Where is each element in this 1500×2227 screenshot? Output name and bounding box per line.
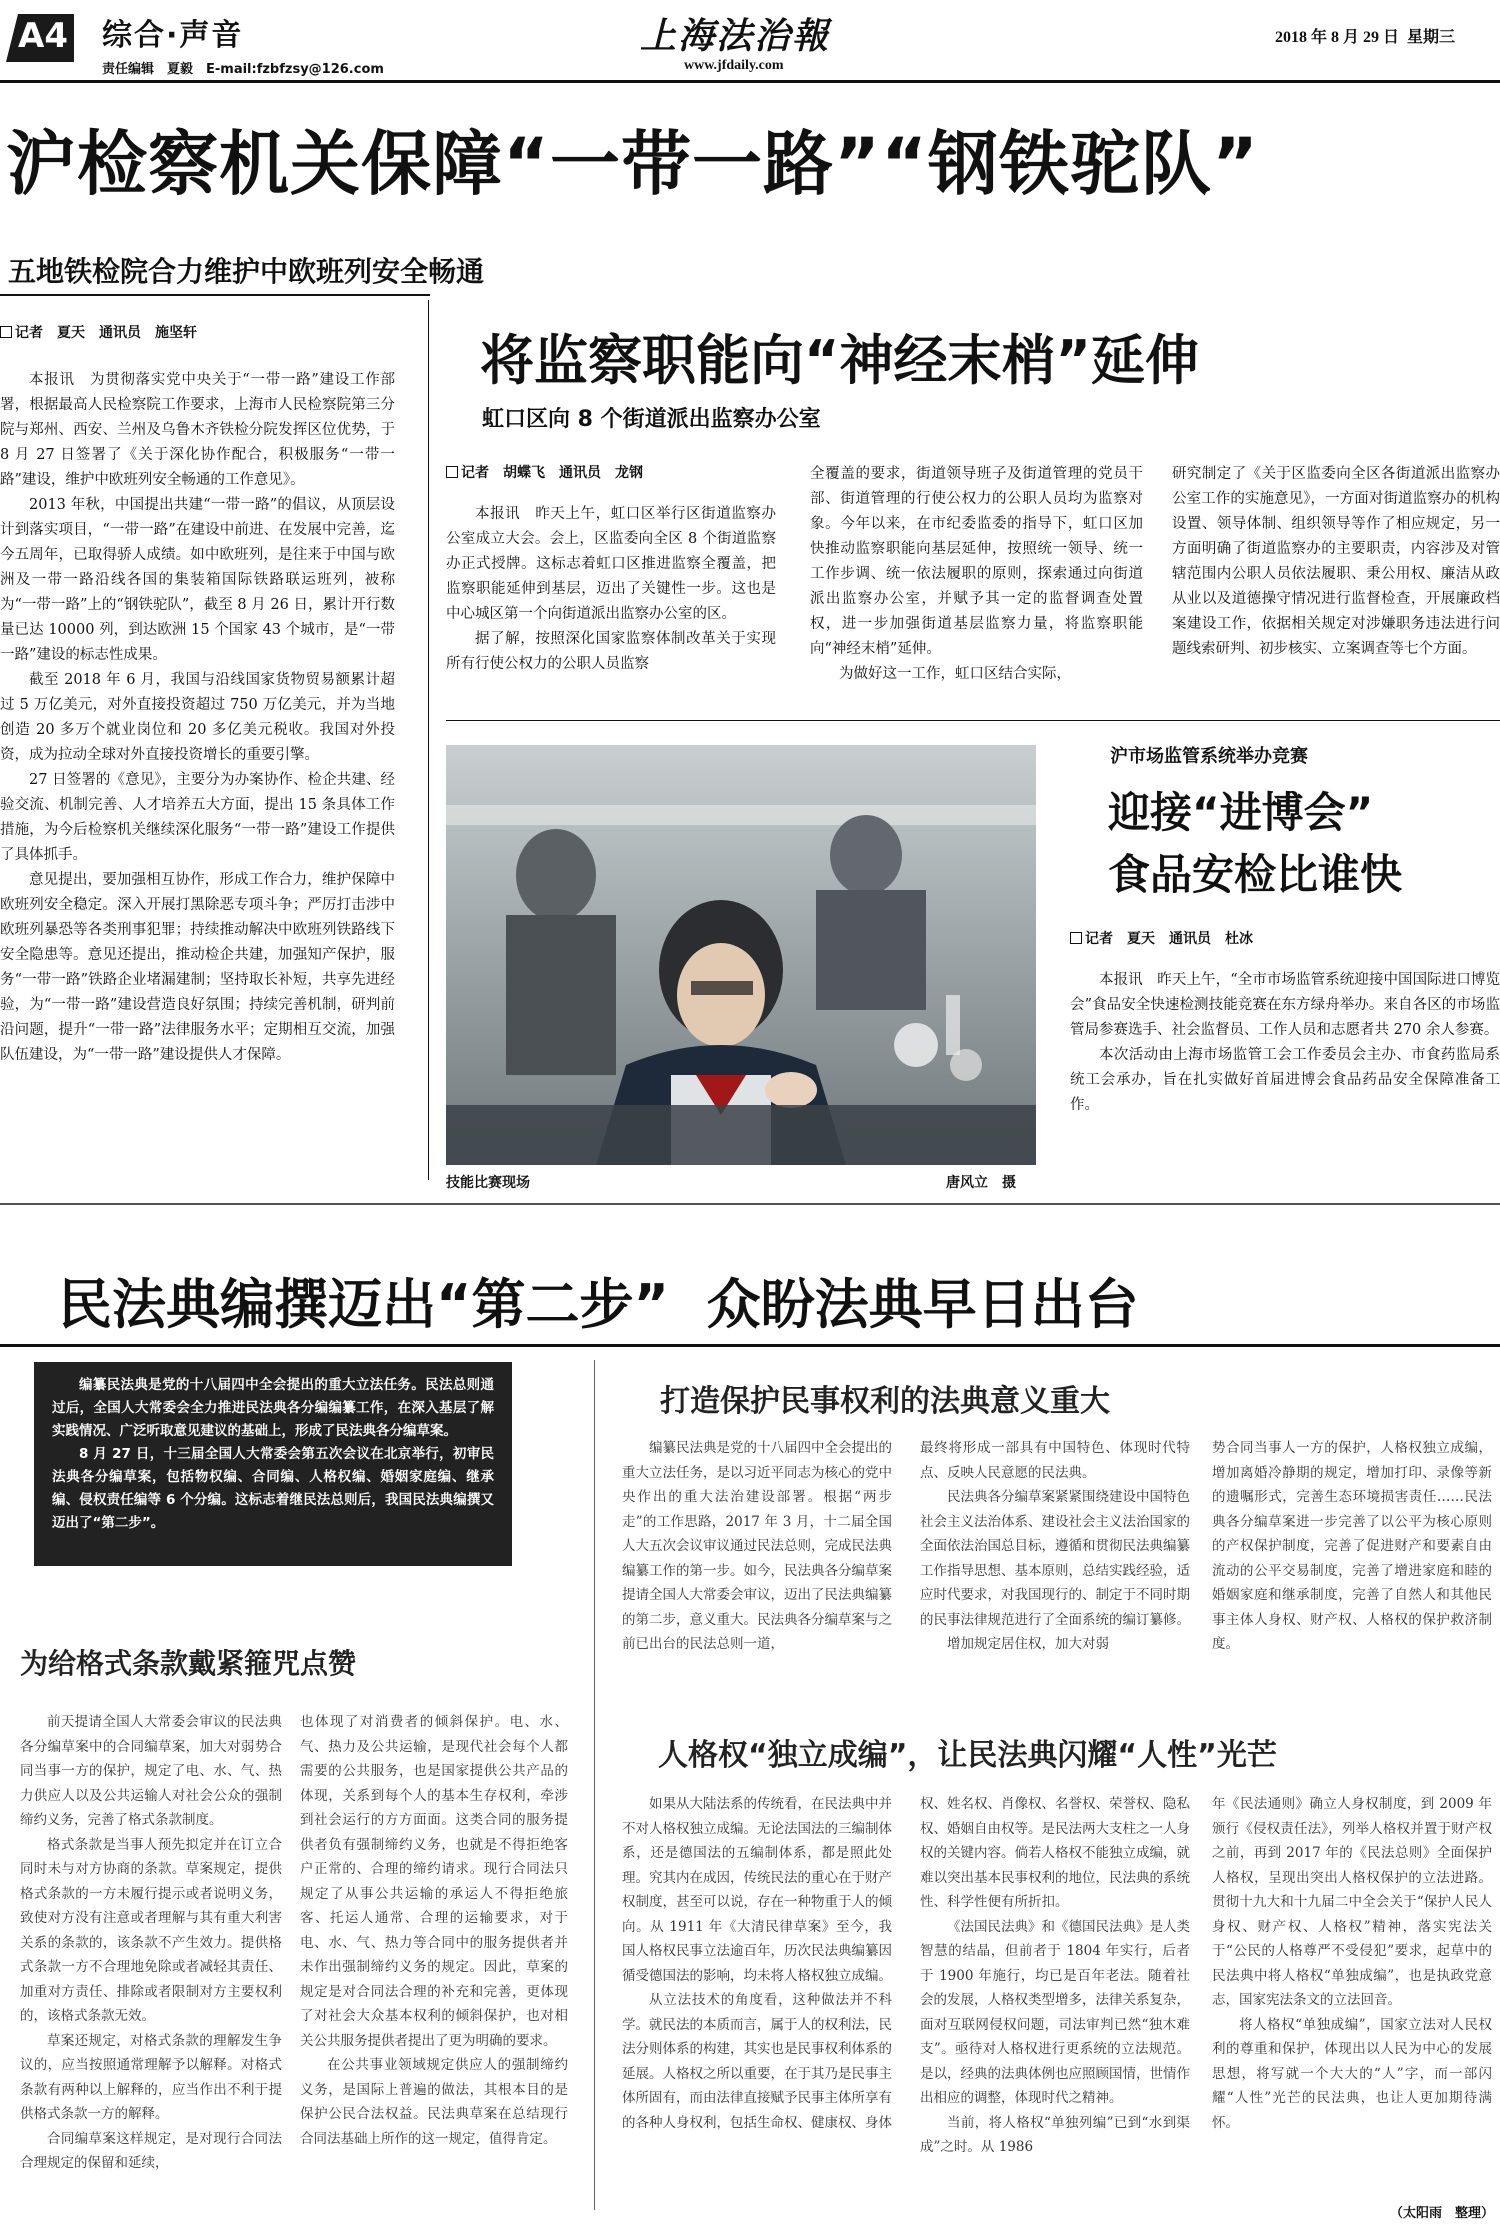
left-col-2 [300,1710,568,2151]
right-paragraph: 编纂民法典是党的十八届四中全会提出的重大立法任务，是以习近平同志为核心的党中央作出的重大法治建设部署。根据“两步走”的工作思路，2017 年 3 月，十二届全国人大五次会议审议通过民法总则，完成民法典编纂工作的第一步。如今，民法典各分编草案提请全国人大常委会审议，迈出了民法典编纂的第二步，意义重大。民法典各分编草案与之前已出台的民法总则一道， [622,1440,892,1652]
supervision-paragraph: 研究制定了《关于区监委向全区各街道派出监察办公室工作的实施意见》，一方面对街道监察办的机构设置、领导体制、组织领导等作了相应规定，另一方面明确了街道监察办的主要职责，内容涉及对管辖范围内公职人员依法履职、秉公用权、廉洁从政从业以及道德操守情况进行监督检查，开展廉政档案建设工作，依据相关规定对涉嫌职务违法进行问题线索研判、初步核实、立案调查等七个方面。 [1172,466,1500,657]
lead-body [0,368,395,1068]
page-number-badge [4,8,76,64]
left-col-1 [20,1710,282,2176]
supervision-paragraph: 为做好这一工作，虹口区结合实际， [839,666,1071,682]
masthead-rule [0,80,1500,83]
section-title: 综合·声音 [102,18,244,53]
left-paragraph: 格式条款是当事人预先拟定并在订立合同时未与对方协商的条款。草案规定，提供格式条款的一方未履行提示或者说明义务，致使对方没有注意或者理解与其有重大利害关系的条款的，该条款不产生效力。提供格式条款一方不合理地免除或者减轻其责任、加重对方责任、排除或者限制对方主要权利的，该格式条款无效。 [20,1836,282,2024]
right-paragraph: 从立法技术的角度看，这种做法并不科学。就民法的本质而言，属于人的权利法，民法分则体系的构建，其实也是民事权利体系的延展。人格权之所以重要，在于其乃是民事主体所固有，而由法律直接赋予民事主体所享有的各种人身权利，包括生命权、健康权、身体 [622,1992,892,2131]
left-headline: 为给格式条款戴紧箍咒点赞 [20,1647,357,1680]
left-paragraph: 在公共事业领域规定供应人的强制缔约义务，是国际上普遍的做法，其根本目的是保护公民合法权益。民法典草案在总结现行合同法基础上所作的这一规定，值得肯定。 [300,2057,568,2147]
intro-paragraph: 8 月 27 日，十三届全国人大常委会第五次会议在北京举行，初审民法典各分编草案，包括物权编、合同编、人格权编、婚姻家庭编、继承编、侵权责任编等 6 个分编。这标志着继民法总则后，我国民法典编撰又迈出了“第二步”。 [52,1446,494,1531]
food-body [1070,968,1500,1118]
left-paragraph: 前天提请全国人大常委会审议的民法典各分编草案中的合同编草案，加大对弱势合同当事一方的保护，规定了电、水、气、热力供应人以及公共运输人对社会公众的强制缔约义务，完善了格式条款制度。 [20,1714,282,1828]
food-headline-1: 迎接“进博会” [1108,788,1374,837]
lead-paragraph: 本报讯 为贯彻落实党中央关于“一带一路”建设工作部署，根据最高人民检察院工作要求，上海市人民检察院第三分院与郑州、西安、兰州及乌鲁木齐铁检分院发挥区位优势，于 8 月 27 日签署了《关于深化协作配合，积极服务“一带一路”建设，维护中欧班列安全畅通的工作意见》。 [0,372,395,488]
right-sec2-col1 [622,1792,892,2135]
right-sec2-col3 [1212,1792,1492,2135]
supervision-bottom-rule [446,720,1500,721]
lead-paragraph: 截至 2018 年 6 月，我国与沿线国家货物贸易额累计超过 5 万亿美元，对外直接投资超过 750 万亿美元，并为当地创造 20 多万个就业岗位和 20 多亿美元税收。我国对外投资，成为拉动全球对外直接投资增长的重要引擎。 [0,672,395,763]
lead-column-divider [428,300,429,1180]
lead-headline: 沪检察机关保障“一带一路”“钢铁驼队” [6,123,1260,205]
right-paragraph: 权、姓名权、肖像权、名誉权、荣誉权、隐私权、婚姻自由权等。是民法两大支柱之一人身权的关键内容。倘若人格权不能独立成编，就难以突出基本民事权利的地位，民法典的系统性、科学性便有所折扣。 [920,1796,1190,1910]
photo-caption: 技能比赛现场 [446,1175,530,1191]
page-number: A4 [18,16,68,56]
food-paragraph: 本次活动由上海市场监管工会工作委员会主办、市食药监局系统工会承办，旨在扎实做好首届进博会食品药品安全保障准备工作。 [1070,1047,1500,1113]
supervision-col-1 [446,502,776,677]
section-divider [0,1203,1500,1205]
supervision-col-3 [1172,462,1500,662]
right-paragraph: 如果从大陆法系的传统看，在民法典中并不对人格权独立成编。无论法国法的三编制体系，还是德国法的五编制体系，都是照此处理。究其内在成因，传统民法的重心在于财产权制度，甚至可以说，存在一种物重于人的倾向。从 1911 年《大清民律草案》至今，我国人格权民事立法逾百年，历次民法典编纂因循受德国法的影响，均未将人格权独立成编。 [622,1796,892,1984]
civil-code-banner: 民法典编撰迈出“第二步” 众盼法典早日出台 [58,1273,1139,1336]
right-paragraph: 当前，将人格权“单独列编”已到“水到渠成”之时。从 1986 [920,2114,1190,2155]
lead-paragraph: 27 日签署的《意见》，主要分为办案协作、检企共建、经验交流、机制完善、人才培养五大方面，提出 15 条具体工作措施，为今后检察机关继续深化服务“一带一路”建设工作提供了具体抓手。 [0,772,395,863]
right-paragraph: 势合同当事人一方的保护，人格权独立成编，增加离婚冷静期的规定，增加打印、录像等新的遗嘱形式，完善生态环境损害责任……民法典各分编草案进一步完善了以公平为核心原则的产权保护制度，完善了促进财产和要素自由流动的公平交易制度，完善了增进家庭和睦的婚姻家庭和继承制度，完善了自然人和其他民事主体人身权、财产权、人格权的保护救济制度。 [1212,1440,1492,1652]
food-paragraph: 本报讯 昨天上午，“全市市场监管系统迎接中国国际进口博览会”食品安全快速检测技能竞赛在东方绿舟举办。来自各区的市场监管局参赛选手、社会监督员、工作人员和志愿者共 270 余人参赛。 [1070,972,1500,1038]
banner-rule [0,1344,1500,1347]
paper-logo: 上海法治報 [640,15,831,57]
lead-rule [0,294,430,296]
issue-date [1275,24,1455,47]
lead-byline-text: 记者 夏天 通讯员 施坚轩 [15,325,197,341]
right-paragraph: 民法典各分编草案紧紧围绕建设中国特色社会主义法治体系、建设社会主义法治国家的全面依法治国总目标，遵循和贯彻民法典编纂工作指导思想、基本原则，总结实践经验，适应时代要求，对我国现行的、制定于不同时期的民事法律规范进行了全面系统的编订纂修。 [920,1489,1190,1628]
right-sec1-col3 [1212,1436,1492,1657]
lead-subheadline: 五地铁检院合力维护中欧班列安全畅通 [8,255,485,288]
food-byline-text: 记者 夏天 通讯员 杜冰 [1085,931,1253,947]
left-paragraph: 草案还规定，对格式条款的理解发生争议的，应当按照通常理解予以解释。对格式条款有两种以上解释的，应当作出不利于提供格式条款一方的解释。 [20,2032,282,2122]
contest-photo [446,745,1036,1165]
lead-paragraph: 意见提出，要加强相互协作，形成工作合力，维护保障中欧班列安全稳定。深入开展打黑除恶专项斗争；严厉打击涉中欧班列暴恐等各类刑事犯罪；持续推动解决中欧班列铁路线下安全隐患等。意见还提出，推动检企共建，加强知产保护，服务“一带一路”铁路企业堵漏建制；坚持取长补短，共享先进经验，为“一带一路”建设营造良好氛围；持续完善机制，研判前沿问题，提升“一带一路”法律服务水平；定期相互交流，加强队伍建设，为“一带一路”建设提供人才保障。 [0,872,395,1063]
editor-line: 责任编辑 夏毅 E-mail:fzbfzsy@126.com [102,62,384,77]
supervision-col-2 [810,462,1143,687]
date: 2018 年 8 月 29 日 [1275,29,1400,46]
intro-box [34,1362,512,1566]
supervision-subheadline: 虹口区向 8 个街道派出监察办公室 [482,407,821,432]
food-headline-2: 食品安检比谁快 [1108,850,1403,899]
right-sec1-col1 [622,1436,892,1657]
contest-photo-image [446,745,1036,1165]
food-kicker: 沪市场监管系统举办竞赛 [1110,746,1308,767]
right-headline-1: 打造保护民事权利的法典意义重大 [660,1384,1110,1419]
right-headline-2: 人格权“独立成编”，让民法典闪耀“人性”光芒 [658,1738,1277,1773]
right-paragraph: 将人格权“单独成编”，国家立法对人民权利的尊重和保护，体现出以人民为中心的发展思想，将写就一个大大的“人”字，而一部闪耀“人性”光芒的民法典，也让人更加期待满怀。 [1212,2016,1492,2131]
right-paragraph: 《法国民法典》和《德国民法典》是人类智慧的结晶，但前者于 1804 年实行，后者于 1900 年施行，均已是百年老法。随着社会的发展，人格权类型增多，法律关系复杂，面对互联网侵权问题，司法审判已然“独木难支”。亟待对人格权进行更系统的立法规范。是以，经典的法典体例也应照顾国情，世情作出相应的调整，体现时代之精神。 [920,1918,1190,2106]
left-paragraph: 也体现了对消费者的倾斜保护。电、水、气、热力及公共运输，是现代社会每个人都需要的公共服务，也是国家提供公共产品的体现，关系到每个人的基本生存权利，牵涉到社会运行的方方面面。这类合同的服务提供者负有强制缔约义务，也就是不得拒绝客户正常的、合理的缔约请求。现行合同法只规定了从事公共运输的承运人不得拒绝旅客、托运人通常、合理的运输要求，对于电、水、气、热力等合同中的服务提供者并未作出强制缔约义务的规定。因此，草案的规定是对合同法合理的补充和完善，更体现了对社会大众基本权利的倾斜保护，也对相关公共服务提供者提出了更为明确的要求。 [300,1714,568,2049]
food-byline [1070,928,1253,948]
photo-credit: 唐风立 摄 [946,1175,1016,1191]
weekday: 星期三 [1407,29,1456,46]
lead-paragraph: 2013 年秋，中国提出共建“一带一路”的倡议，从顶层设计到落实项目，“一带一路”在建设中前进、在发展中完善，迄今五周年，已取得骄人成绩。如中欧班列，是往来于中国与欧洲及一带一路沿线各国的集装箱国际铁路联运班列，被称为“一带一路”上的“钢铁驼队”，截至 8 月 26 日，累计开行数量已达 10000 列，到达欧洲 15 个国家 43 个城市，是“一带一路”建设的标志性成果。 [0,497,395,663]
supervision-paragraph: 据了解，按照深化国家监察体制改革关于实现所有行使公权力的公职人员监察 [446,631,776,672]
right-sec2-col2 [920,1792,1190,2160]
website-url[interactable]: www.jfdaily.com [684,58,784,73]
civil-column-divider [594,1360,595,2210]
right-paragraph: 增加规定居住权，加大对弱 [947,1636,1109,1652]
supervision-paragraph: 本报讯 昨天上午，虹口区举行区街道监察办公室成立大会。会上，区监委向全区 8 个街道监察办正式授牌。这标志着虹口区推进监察全覆盖，把监察职能延伸到基层，迈出了关键性一步。这也是中心城区第一个向街道派出监察办公室的区。 [446,506,776,622]
byline-box-icon [1070,932,1082,944]
supervision-headline: 将监察职能向“神经末梢”延伸 [480,329,1199,392]
right-sec1-col2 [920,1436,1190,1657]
byline-box-icon [0,326,12,338]
intro-paragraph: 编纂民法典是党的十八届四中全会提出的重大立法任务。民法总则通过后，全国人大常委会全力推进民法典各分编编纂工作，在深入基层了解实践情况、广泛听取意见建议的基础上，形成了民法典各分编草案。 [52,1377,494,1439]
supervision-paragraph: 全覆盖的要求，街道领导班子及街道管理的党员干部、街道管理的行使公权力的公职人员均为监察对象。今年以来，在市纪委监委的指导下，虹口区加快推动监察职能向基层延伸，按照统一领导、统一工作步调、统一依法履职的原则，探索通过向街道派出监察办公室，并赋予其一定的监督调查处置权，进一步加强街道基层监察力量，将监察职能向“神经末梢”延伸。 [810,466,1143,657]
left-paragraph: 合同编草案这样规定，是对现行合同法合理规定的保留和延续， [20,2130,282,2171]
supervision-byline-text: 记者 胡蝶飞 通讯员 龙钢 [461,465,643,481]
right-paragraph: 最终将形成一部具有中国特色、体现时代特点、反映人民意愿的民法典。 [920,1440,1190,1481]
editor-signature: （太阳雨 整理） [1386,2202,1494,2221]
byline-box-icon [446,466,458,478]
right-paragraph: 年《民法通则》确立人身权制度，到 2009 年颁行《侵权责任法》，列举人格权并置于财产权之前，再到 2017 年的《民法总则》全面保护人格权，呈现出突出人格权保护的立法进路。贯彻十九大和十九届二中全会关于“保护人民人身权、财产权、人格权”精神，落实宪法关于“公民的人格尊严不受侵犯”要求，起草中的民法典中将人格权“单独成编”，也是执政党意志，国家宪法条文的立法回音。 [1212,1796,1492,2008]
supervision-byline [446,462,643,482]
lead-byline [0,322,197,342]
